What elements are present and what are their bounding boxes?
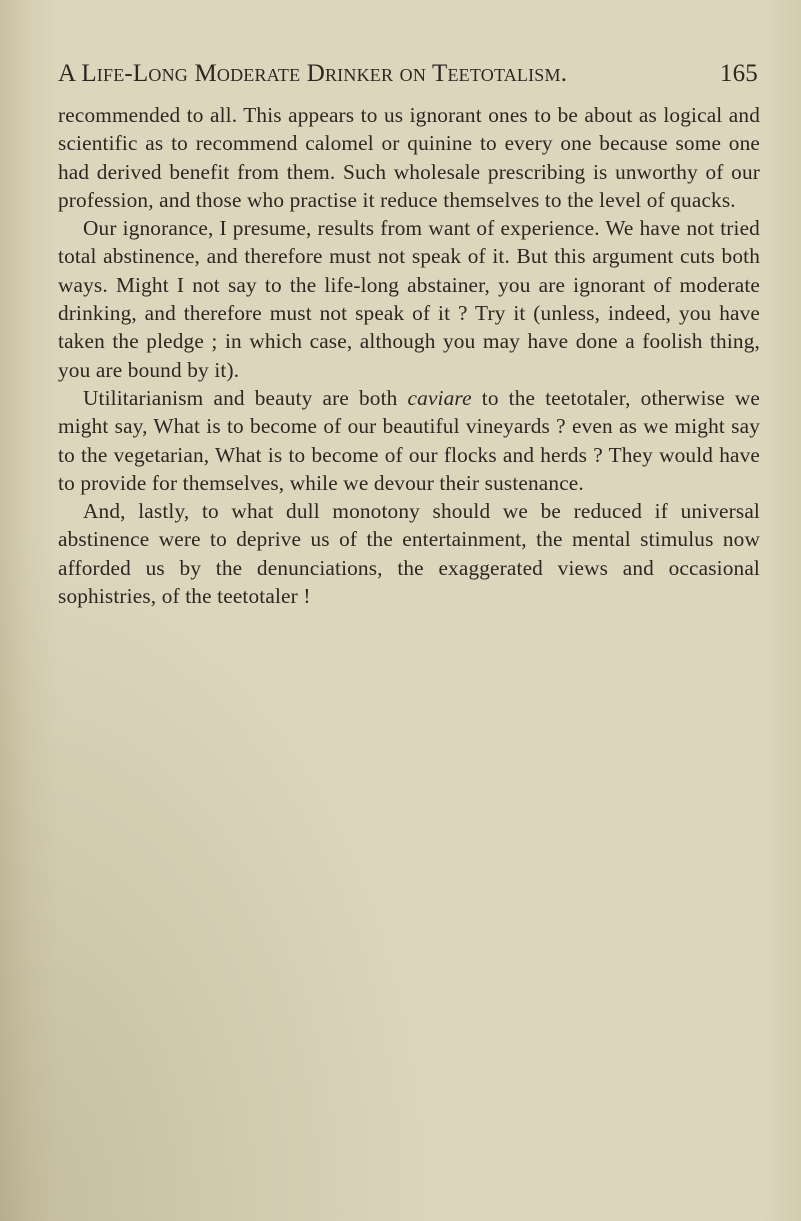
paragraph-text-start: Utilitarianism and beauty are both (83, 385, 408, 410)
body-text (58, 101, 760, 610)
page-number: 165 (719, 60, 758, 87)
running-head (58, 60, 758, 94)
paragraph-lastly: And, lastly, to what dull monotony should we be reduced if universal abstinence were to deprive us of the entertainment, the mental stimulus now afforded us by the denunciations, the exaggerated views and occasional sophistries, of the teetotaler ! (58, 499, 760, 609)
paragraph-continued: recommended to all. This appears to us ignorant ones to be about as logical and scientific as to recommend calomel or quinine to every one because some one had derived benefit from them. Such wholesale prescribing is unworthy of our profession, and those who practise it reduce themselves to the level of quacks. (58, 103, 760, 212)
paragraph-utilitarianism (58, 384, 760, 497)
paragraph-text-end: to the teetotaler, otherwise we might say, What is to become of our beautiful vineyards ? even as we might say to the vegetarian, What is to become of our flocks and herds ? They would have to provide for themselves, while we devour their sustenance. (58, 385, 760, 495)
running-head-title: A Life-Long Moderate Drinker on Teetotalism. (58, 60, 568, 87)
italic-word: caviare (407, 385, 472, 410)
paragraph-ignorance: Our ignorance, I presume, results from want of experience. We have not tried total abstinence, and therefore must not speak of it. But this argument cuts both ways. Might I not say to the life-long abstainer, you are ignorant of moderate drinking, and therefore must not speak of it ? Try it (unless, indeed, you have taken the pledge ; in which case, although you may have done a foolish thing, you are bound by it). (58, 216, 760, 382)
